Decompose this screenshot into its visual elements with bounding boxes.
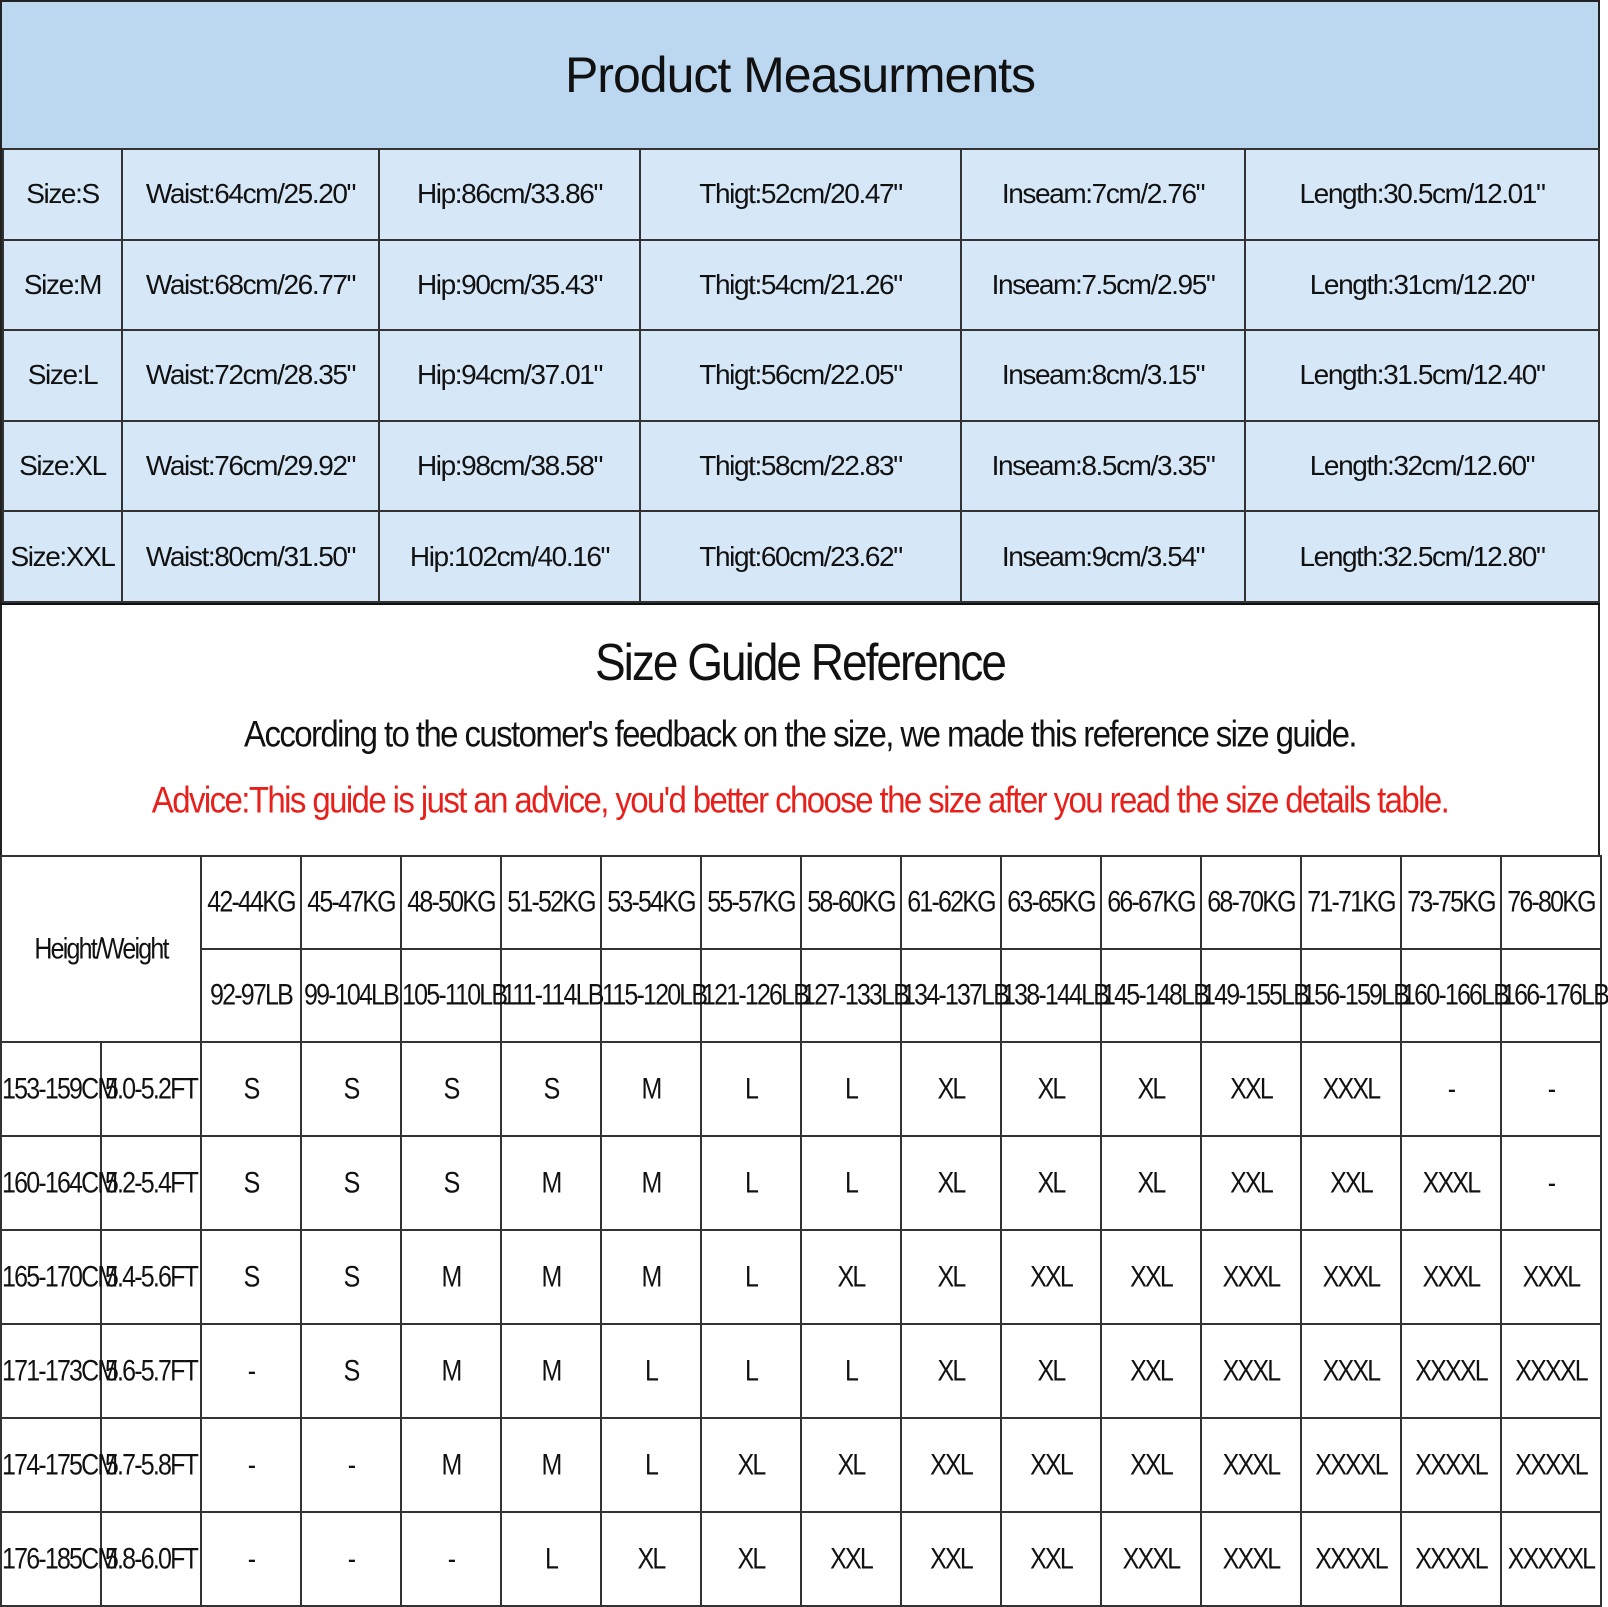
recommended-size-cell: XXXL (1401, 1136, 1501, 1230)
size-guide-row (1, 1418, 1601, 1512)
height-weight-corner-label: Height/Weight (1, 856, 201, 1042)
thigh-cell: Thigt:52cm/20.47" (640, 149, 961, 240)
height-ft-cell: 5.0-5.2FT (101, 1042, 201, 1136)
recommended-size-cell: - (301, 1418, 401, 1512)
weight-lb-header: 145-148LB (1101, 949, 1201, 1042)
recommended-size-cell: XXXL (1301, 1230, 1401, 1324)
weight-kg-header: 61-62KG (901, 856, 1001, 949)
weight-lb-header: 138-144LB (1001, 949, 1101, 1042)
thigh-cell: Thigt:56cm/22.05" (640, 330, 961, 421)
weight-lb-header: 156-159LB (1301, 949, 1401, 1042)
thigh-cell: Thigt:60cm/23.62" (640, 511, 961, 602)
size-cell: Size:S (3, 149, 122, 240)
recommended-size-cell: XXXL (1501, 1230, 1601, 1324)
recommended-size-cell: XXL (1301, 1136, 1401, 1230)
weight-kg-header: 55-57KG (701, 856, 801, 949)
recommended-size-cell: L (701, 1042, 801, 1136)
recommended-size-cell: XXL (1101, 1324, 1201, 1418)
waist-cell: Waist:68cm/26.77" (122, 240, 379, 331)
weight-lb-header: 134-137LB (901, 949, 1001, 1042)
inseam-cell: Inseam:7.5cm/2.95" (961, 240, 1245, 331)
recommended-size-cell: - (401, 1512, 501, 1606)
size-cell: Size:M (3, 240, 122, 331)
weight-lb-header: 149-155LB (1201, 949, 1301, 1042)
measurement-row (3, 511, 1599, 602)
length-cell: Length:32cm/12.60" (1245, 421, 1599, 512)
size-guide-title: Size Guide Reference (594, 632, 1006, 692)
recommended-size-cell: L (801, 1136, 901, 1230)
recommended-size-cell: XXXXXL (1501, 1512, 1601, 1606)
weight-lb-header: 99-104LB (301, 949, 401, 1042)
recommended-size-cell: M (501, 1136, 601, 1230)
weight-kg-header: 66-67KG (1101, 856, 1201, 949)
height-cm-cell: 176-185CM (1, 1512, 101, 1606)
recommended-size-cell: S (201, 1136, 301, 1230)
hip-cell: Hip:98cm/38.58" (379, 421, 640, 512)
recommended-size-cell: S (301, 1324, 401, 1418)
recommended-size-cell: M (601, 1136, 701, 1230)
recommended-size-cell: M (401, 1418, 501, 1512)
recommended-size-cell: XXL (1201, 1136, 1301, 1230)
recommended-size-cell: S (201, 1042, 301, 1136)
recommended-size-cell: XL (601, 1512, 701, 1606)
recommended-size-cell: XL (1001, 1136, 1101, 1230)
hip-cell: Hip:94cm/37.01" (379, 330, 640, 421)
hip-cell: Hip:102cm/40.16" (379, 511, 640, 602)
recommended-size-cell: - (201, 1512, 301, 1606)
recommended-size-cell: - (301, 1512, 401, 1606)
inseam-cell: Inseam:8.5cm/3.35" (961, 421, 1245, 512)
recommended-size-cell: XXL (1001, 1418, 1101, 1512)
weight-kg-header: 53-54KG (601, 856, 701, 949)
recommended-size-cell: XXXL (1301, 1324, 1401, 1418)
recommended-size-cell: M (601, 1042, 701, 1136)
inseam-cell: Inseam:7cm/2.76" (961, 149, 1245, 240)
recommended-size-cell: XXXL (1201, 1230, 1301, 1324)
recommended-size-cell: XXXXL (1401, 1324, 1501, 1418)
weight-lb-header: 92-97LB (201, 949, 301, 1042)
recommended-size-cell: XL (701, 1418, 801, 1512)
inseam-cell: Inseam:9cm/3.54" (961, 511, 1245, 602)
waist-cell: Waist:76cm/29.92" (122, 421, 379, 512)
recommended-size-cell: S (201, 1230, 301, 1324)
recommended-size-cell: XL (1101, 1042, 1201, 1136)
recommended-size-cell: XXXL (1101, 1512, 1201, 1606)
hip-cell: Hip:86cm/33.86" (379, 149, 640, 240)
recommended-size-cell: S (301, 1136, 401, 1230)
weight-kg-header: 48-50KG (401, 856, 501, 949)
weight-kg-header: 73-75KG (1401, 856, 1501, 949)
waist-cell: Waist:80cm/31.50" (122, 511, 379, 602)
recommended-size-cell: L (501, 1512, 601, 1606)
height-cm-cell: 171-173CM (1, 1324, 101, 1418)
recommended-size-cell: S (501, 1042, 601, 1136)
recommended-size-cell: XXL (901, 1512, 1001, 1606)
recommended-size-cell: L (701, 1136, 801, 1230)
weight-lb-header: 115-120LB (601, 949, 701, 1042)
recommended-size-cell: - (1401, 1042, 1501, 1136)
recommended-size-cell: XXXXL (1401, 1418, 1501, 1512)
size-guide-header (0, 605, 1600, 855)
height-cm-cell: 174-175CM (1, 1418, 101, 1512)
recommended-size-cell: XXL (1201, 1042, 1301, 1136)
recommended-size-cell: - (201, 1324, 301, 1418)
waist-cell: Waist:64cm/25.20" (122, 149, 379, 240)
height-ft-cell: 5.7-5.8FT (101, 1418, 201, 1512)
recommended-size-cell: S (401, 1042, 501, 1136)
size-cell: Size:L (3, 330, 122, 421)
length-cell: Length:32.5cm/12.80" (1245, 511, 1599, 602)
weight-kg-header: 76-80KG (1501, 856, 1601, 949)
recommended-size-cell: M (501, 1324, 601, 1418)
height-cm-cell: 165-170CM (1, 1230, 101, 1324)
recommended-size-cell: XL (901, 1324, 1001, 1418)
recommended-size-cell: XXXL (1301, 1042, 1401, 1136)
recommended-size-cell: M (501, 1230, 601, 1324)
recommended-size-cell: XXXL (1201, 1512, 1301, 1606)
recommended-size-cell: M (501, 1418, 601, 1512)
recommended-size-cell: M (401, 1230, 501, 1324)
length-cell: Length:31cm/12.20" (1245, 240, 1599, 331)
size-guide-table (0, 855, 1608, 1607)
size-guide-subtitle: According to the customer's feedback on the size, we made this reference size guide. (244, 712, 1356, 755)
recommended-size-cell: XL (901, 1136, 1001, 1230)
recommended-size-cell: L (701, 1324, 801, 1418)
height-ft-cell: 5.6-5.7FT (101, 1324, 201, 1418)
weight-lb-header: 121-126LB (701, 949, 801, 1042)
weight-kg-header: 51-52KG (501, 856, 601, 949)
recommended-size-cell: XXXXL (1301, 1418, 1401, 1512)
recommended-size-cell: XL (901, 1042, 1001, 1136)
weight-kg-header: 68-70KG (1201, 856, 1301, 949)
recommended-size-cell: S (401, 1136, 501, 1230)
size-guide-advice: Advice:This guide is just an advice, you'd better choose the size after you read the size details table. (151, 778, 1449, 821)
recommended-size-cell: XL (1001, 1042, 1101, 1136)
length-cell: Length:30.5cm/12.01" (1245, 149, 1599, 240)
recommended-size-cell: XXXXL (1501, 1418, 1601, 1512)
size-guide-row (1, 1230, 1601, 1324)
height-cm-cell: 153-159CM (1, 1042, 101, 1136)
weight-kg-header: 42-44KG (201, 856, 301, 949)
recommended-size-cell: XXL (1101, 1230, 1201, 1324)
recommended-size-cell: XL (701, 1512, 801, 1606)
measurement-row (3, 421, 1599, 512)
hip-cell: Hip:90cm/35.43" (379, 240, 640, 331)
recommended-size-cell: XXL (1101, 1418, 1201, 1512)
size-guide-row (1, 1042, 1601, 1136)
recommended-size-cell: XXL (1001, 1512, 1101, 1606)
weight-lb-header: 127-133LB (801, 949, 901, 1042)
height-ft-cell: 5.2-5.4FT (101, 1136, 201, 1230)
length-cell: Length:31.5cm/12.40" (1245, 330, 1599, 421)
weight-kg-header: 63-65KG (1001, 856, 1101, 949)
thigh-cell: Thigt:54cm/21.26" (640, 240, 961, 331)
recommended-size-cell: S (301, 1042, 401, 1136)
product-measurements-title: Product Measurments (2, 2, 1598, 150)
recommended-size-cell: XXXXL (1301, 1512, 1401, 1606)
size-guide-row (1, 1324, 1601, 1418)
weight-kg-header: 45-47KG (301, 856, 401, 949)
recommended-size-cell: XXXL (1401, 1230, 1501, 1324)
recommended-size-cell: L (801, 1324, 901, 1418)
recommended-size-cell: L (801, 1042, 901, 1136)
recommended-size-cell: XXXL (1201, 1324, 1301, 1418)
recommended-size-cell: M (401, 1324, 501, 1418)
height-cm-cell: 160-164CM (1, 1136, 101, 1230)
recommended-size-cell: XL (801, 1418, 901, 1512)
product-measurements-panel (0, 0, 1600, 605)
measurement-row (3, 149, 1599, 240)
product-measurements-table (2, 148, 1600, 603)
measurement-row (3, 330, 1599, 421)
weight-lb-header: 105-110LB (401, 949, 501, 1042)
recommended-size-cell: XXXXL (1401, 1512, 1501, 1606)
recommended-size-cell: XXXL (1201, 1418, 1301, 1512)
size-guide-row (1, 1512, 1601, 1606)
recommended-size-cell: L (601, 1418, 701, 1512)
weight-kg-header: 71-71KG (1301, 856, 1401, 949)
measurement-row (3, 240, 1599, 331)
height-ft-cell: 5.8-6.0FT (101, 1512, 201, 1606)
weight-kg-header: 58-60KG (801, 856, 901, 949)
recommended-size-cell: L (601, 1324, 701, 1418)
recommended-size-cell: XXXXL (1501, 1324, 1601, 1418)
size-guide-row (1, 1136, 1601, 1230)
waist-cell: Waist:72cm/28.35" (122, 330, 379, 421)
recommended-size-cell: M (601, 1230, 701, 1324)
recommended-size-cell: XL (1001, 1324, 1101, 1418)
recommended-size-cell: S (301, 1230, 401, 1324)
weight-lb-header: 166-176LB (1501, 949, 1601, 1042)
size-cell: Size:XXL (3, 511, 122, 602)
recommended-size-cell: - (1501, 1042, 1601, 1136)
height-ft-cell: 5.4-5.6FT (101, 1230, 201, 1324)
recommended-size-cell: - (1501, 1136, 1601, 1230)
recommended-size-cell: XXL (801, 1512, 901, 1606)
recommended-size-cell: XL (901, 1230, 1001, 1324)
inseam-cell: Inseam:8cm/3.15" (961, 330, 1245, 421)
recommended-size-cell: XXL (1001, 1230, 1101, 1324)
size-cell: Size:XL (3, 421, 122, 512)
recommended-size-cell: XXL (901, 1418, 1001, 1512)
weight-lb-header: 111-114LB (501, 949, 601, 1042)
recommended-size-cell: XL (1101, 1136, 1201, 1230)
recommended-size-cell: XL (801, 1230, 901, 1324)
recommended-size-cell: L (701, 1230, 801, 1324)
recommended-size-cell: - (201, 1418, 301, 1512)
thigh-cell: Thigt:58cm/22.83" (640, 421, 961, 512)
weight-lb-header: 160-166LB (1401, 949, 1501, 1042)
